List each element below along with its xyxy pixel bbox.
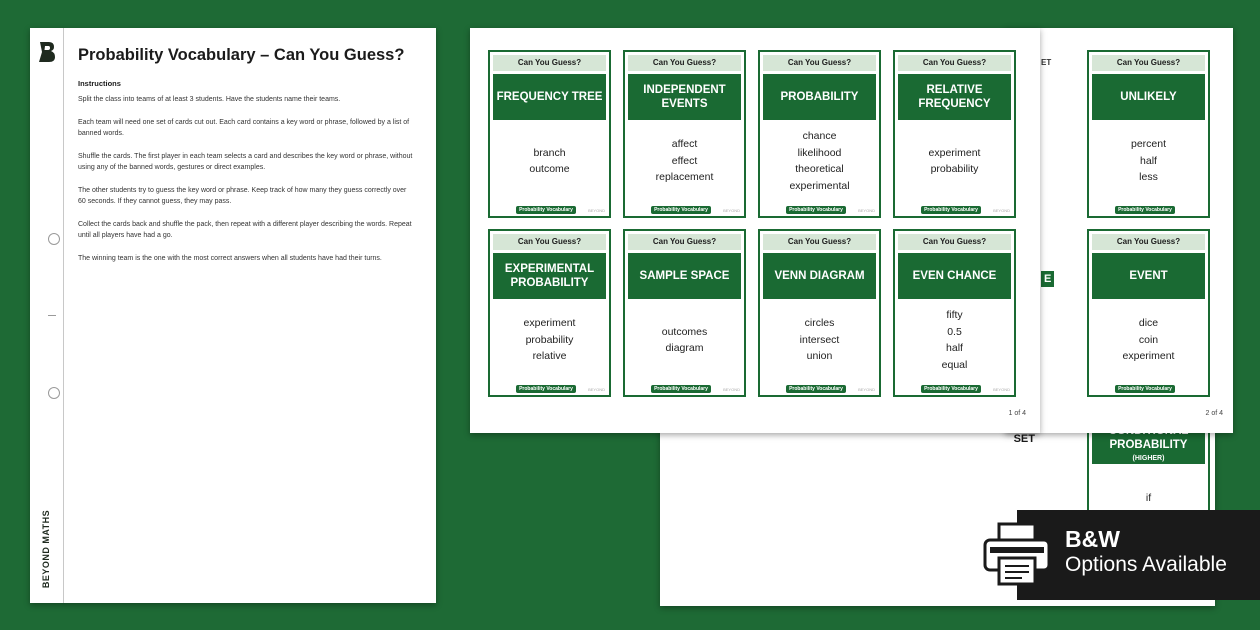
instructions-body [78,46,416,276]
card-title: INDEPENDENT EVENTS [628,74,741,120]
banned-word: diagram [665,342,704,354]
card-event [1087,229,1210,397]
card-experimental-probability [488,229,611,397]
banned-word: effect [671,154,698,167]
banned-word: less [1139,171,1158,184]
page-margin [30,28,64,603]
punch-hole-icon [48,233,60,245]
badge-title: B&W [1065,526,1120,552]
partial-card-title: E [1041,271,1054,287]
banned-word: fifty [946,309,963,321]
instruction-paragraph: The other students try to guess the key word or phrase. Keep track of how many they guess correctly over 60 seconds. If they cannot guess, they may pass. [78,187,407,205]
card-unlikely [1087,50,1210,218]
card-title: SAMPLE SPACE [628,253,741,299]
partial-card-header: ET [1041,58,1052,67]
bw-options-badge [1017,510,1260,600]
printer-icon [982,522,1052,586]
banned-word: half [1140,154,1157,167]
card-title: UNLIKELY [1092,74,1205,120]
card-brand-mark: BEYOND [588,208,605,213]
card-title-note: (HIGHER) [1132,455,1165,462]
card-banned-words [763,301,876,379]
banned-word: branch [533,146,566,159]
card-banned-words [1092,122,1205,200]
card-title-text: PROBABILITY [1109,439,1188,451]
page-number: 2 of 4 [1205,410,1223,417]
card-frequency-tree [488,50,611,218]
banned-word: dice [1138,317,1159,330]
beyond-logo-icon [37,40,57,64]
card-banned-words [898,301,1011,379]
banned-word: affect [671,138,698,151]
card-banned-words [493,301,606,379]
card-footer: Probability Vocabulary [786,385,846,393]
card-title: EVEN CHANCE [898,253,1011,299]
banned-word: equal [941,358,968,371]
banned-word: experiment [928,146,981,159]
card-sheet-page-1 [470,28,1040,433]
card-even-chance [893,229,1016,397]
card-independent-events [623,50,746,218]
card-title: FREQUENCY TREE [493,74,606,120]
instruction-paragraph: Split the class into teams of at least 3 students. Have the students name their teams. [78,96,341,103]
card-brand-mark: BEYOND [723,387,740,392]
section-heading: Instructions [78,79,121,88]
banned-word: intersect [799,333,840,346]
card-title: PROBABILITY [763,74,876,120]
partial-card-title: SET [1013,433,1035,445]
banned-word: if [1145,492,1152,504]
card-brand-mark: BEYOND [993,208,1010,213]
punch-hole-icon [48,387,60,399]
card-header: Can You Guess? [763,55,876,71]
page-number: 1 of 4 [1008,410,1026,417]
banned-word: coin [1138,333,1159,346]
card-brand-mark: BEYOND [858,208,875,213]
card-relative-frequency [893,50,1016,218]
banned-word: experiment [523,317,576,330]
banned-word: union [806,350,833,363]
card-header: Can You Guess? [763,234,876,250]
card-header: Can You Guess? [493,234,606,250]
banned-word: outcome [529,163,570,175]
card-banned-words [628,122,741,200]
card-footer: Probability Vocabulary [1115,206,1175,214]
card-footer: Probability Vocabulary [921,385,981,393]
card-banned-words [1092,301,1205,379]
card-banned-words [628,301,741,379]
card-brand-mark: BEYOND [993,387,1010,392]
card-brand-mark: BEYOND [858,387,875,392]
card-banned-words [898,122,1011,200]
card-probability [758,50,881,218]
card-footer: Probability Vocabulary [516,206,576,214]
banned-word: likelihood [797,146,842,159]
instruction-paragraph: Shuffle the cards. The first player in each team selects a card and describes the key word or phrase, without using any of the banned words, gestures or direct examples. [78,153,413,171]
card-brand-mark: BEYOND [723,208,740,213]
card-title: RELATIVE FREQUENCY [898,74,1011,120]
banned-word: percent [1130,138,1167,151]
card-header: Can You Guess? [1092,55,1205,71]
card-venn-diagram [758,229,881,397]
card-header: Can You Guess? [898,55,1011,71]
card-header: Can You Guess? [628,234,741,250]
badge-subtitle: Options Available [1065,553,1227,576]
brand-wordmark [36,509,56,589]
instructions-page [30,28,436,603]
card-header: Can You Guess? [493,55,606,71]
banned-word: probability [930,163,979,175]
card-header: Can You Guess? [628,55,741,71]
banned-word: theoretical [795,163,844,175]
banned-word: outcomes [661,325,708,338]
banned-word: half [946,342,963,354]
instruction-paragraph: Collect the cards back and shuffle the pack, then repeat with a different player describing the words. Repeat until all players have had a go. [78,221,412,239]
card-brand-mark: BEYOND [588,387,605,392]
instruction-paragraph: Each team will need one set of cards cut out. Each card contains a key word or phrase, followed by a list of banned words. [78,119,410,137]
banned-word: relative [532,350,567,363]
card-footer: Probability Vocabulary [921,206,981,214]
card-footer: Probability Vocabulary [516,385,576,393]
card-footer: Probability Vocabulary [786,206,846,214]
card-title: VENN DIAGRAM [763,253,876,299]
card-header: Can You Guess? [898,234,1011,250]
page-title: Probability Vocabulary – Can You Guess? [78,46,405,64]
card-title: EXPERIMENTAL PROBABILITY [493,253,606,299]
card-footer: Probability Vocabulary [651,385,711,393]
banned-word: experimental [789,179,850,192]
card-banned-words [493,122,606,200]
instruction-paragraph: The winning team is the one with the most correct answers when all students have had their turns. [78,255,382,262]
fold-mark [48,315,56,316]
banned-word: experiment [1122,350,1175,363]
banned-word: replacement [655,171,714,184]
card-header: Can You Guess? [1092,234,1205,250]
banned-word: chance [802,130,837,142]
card-sample-space [623,229,746,397]
banned-word: circles [804,317,835,330]
card-footer: Probability Vocabulary [651,206,711,214]
card-footer: Probability Vocabulary [1115,385,1175,393]
brand-text: BEYOND MATHS [41,509,51,589]
banned-word: probability [525,333,574,346]
banned-word: 0.5 [947,325,962,338]
card-title: EVENT [1092,253,1205,299]
card-banned-words [763,122,876,200]
